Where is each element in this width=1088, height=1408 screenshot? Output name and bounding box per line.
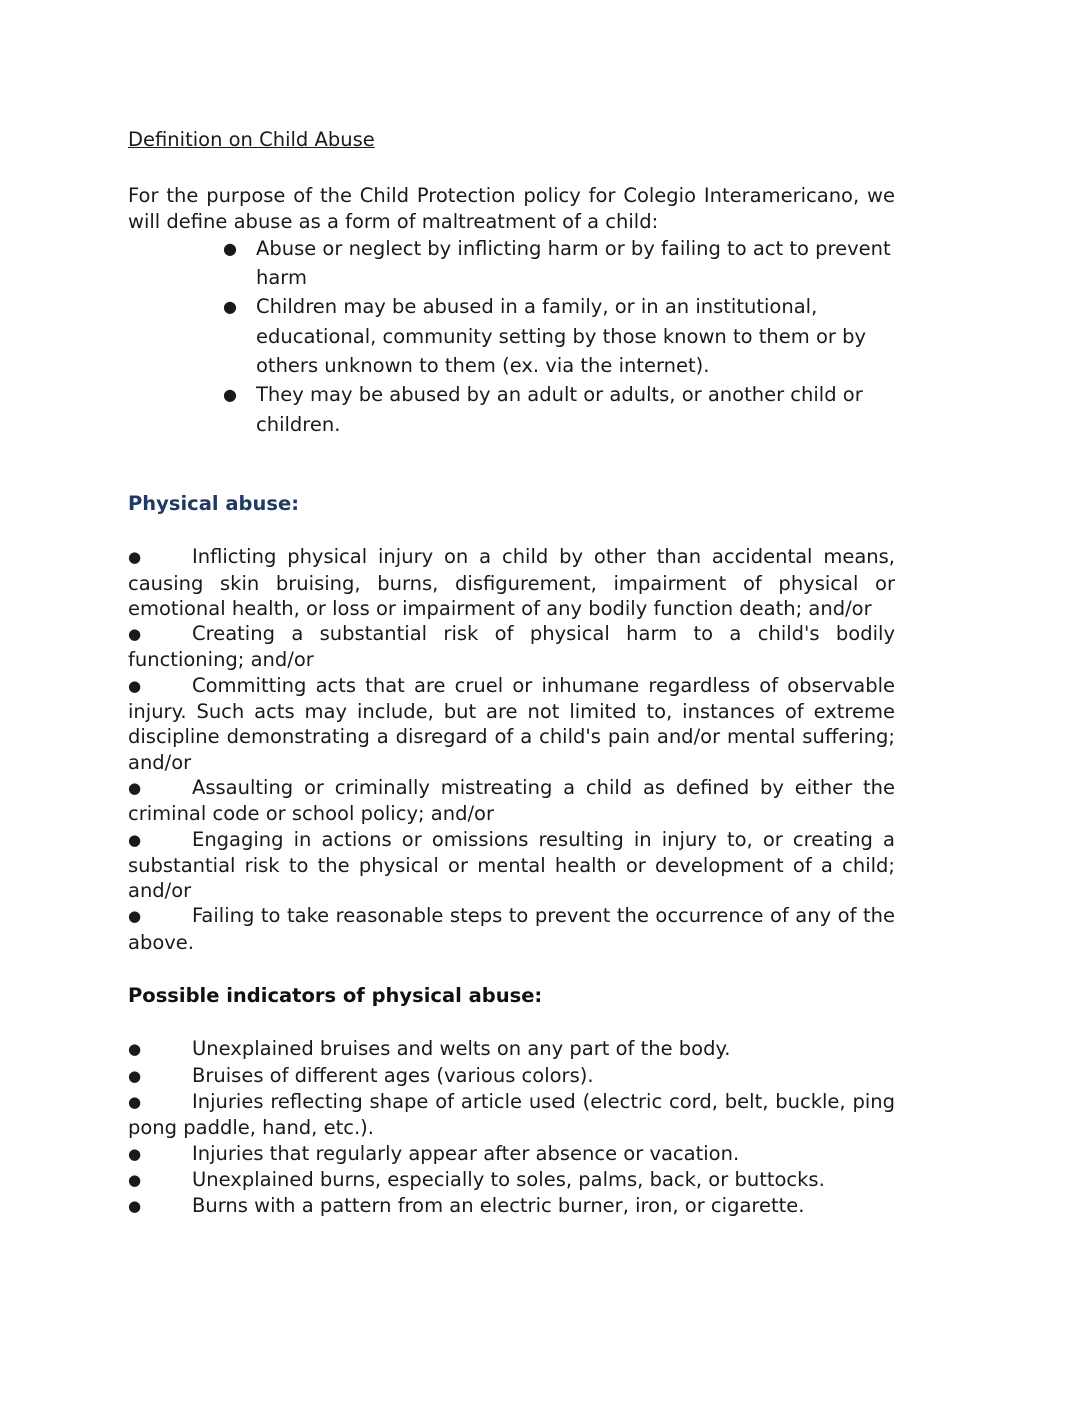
list-item: ● Burns with a pattern from an electric burner, iron, or cigarette. [128,1193,895,1219]
bullet-icon: ● [128,1066,142,1085]
bullet-icon: ● [128,830,142,849]
bullet-icon: ● [128,548,142,567]
bullet-icon: ● [128,1092,142,1111]
list-item: ● Assaulting or criminally mistreating a child as defined by either the criminal code or school policy; and/or [128,775,895,826]
bullet-icon: ● [128,676,142,695]
list-item: ● Inflicting physical injury on a child by other than accidental means, causing skin bruising, burns, disfigurement, impairment of physical or emotional health, or loss or impairment of any bodily function death; and/or [128,545,895,620]
bullet-icon: ● [128,1170,142,1189]
bullet-icon: ● [223,238,237,258]
physical-abuse-heading: Physical abuse: [128,491,299,515]
indicators-heading: Possible indicators of physical abuse: [128,984,543,1008]
bullet-icon: ● [128,1040,142,1059]
intro-list [128,234,895,439]
page-title: Definition on Child Abuse [128,128,375,151]
list-item: ● Committing acts that are cruel or inhumane regardless of observable injury. Such acts may include, but are not limited to, instances of extreme discipline demonstrating a disregard of a child's pain and/or mental suffering; and/or [128,673,895,774]
intro-list-item: ● They may be abused by an adult or adults, or another child or children. [256,380,895,439]
indicators-list [128,1036,895,1219]
intro-list-item: ● Abuse or neglect by inflicting harm or by failing to act to prevent harm [256,234,895,293]
bullet-icon: ● [128,1197,142,1216]
list-item: ● Engaging in actions or omissions resulting in injury to, or creating a substantial risk to the physical or mental health or development of a child; and/or [128,827,895,903]
list-item: ● Injuries that regularly appear after absence or vacation. [128,1141,895,1167]
list-item: ● Bruises of different ages (various colors). [128,1063,895,1089]
list-item: ● Creating a substantial risk of physical harm to a child's bodily functioning; and/or [128,622,895,672]
list-item: ● Unexplained bruises and welts on any part of the body. [128,1036,895,1062]
list-item: ● Unexplained burns, especially to soles, palms, back, or buttocks. [128,1167,895,1193]
list-item: ● Injuries reflecting shape of article used (electric cord, belt, buckle, ping pong paddle, hand, etc.). [128,1089,895,1140]
bullet-icon: ● [223,385,237,405]
physical-abuse-list [128,544,895,955]
document-body [128,127,895,1219]
bullet-icon: ● [223,297,237,317]
bullet-icon: ● [128,778,142,797]
list-item: ● Failing to take reasonable steps to prevent the occurrence of any of the above. [128,904,895,954]
bullet-icon: ● [128,907,142,926]
bullet-icon: ● [128,625,142,644]
intro-paragraph: For the purpose of the Child Protection policy for Colegio Interamericano, we will define abuse as a form of maltreatment of a child: [128,184,895,233]
bullet-icon: ● [128,1144,142,1163]
intro-list-item: ● Children may be abused in a family, or in an institutional, educational, community setting by those known to them or by others unknown to them (ex. via the internet). [256,292,895,380]
